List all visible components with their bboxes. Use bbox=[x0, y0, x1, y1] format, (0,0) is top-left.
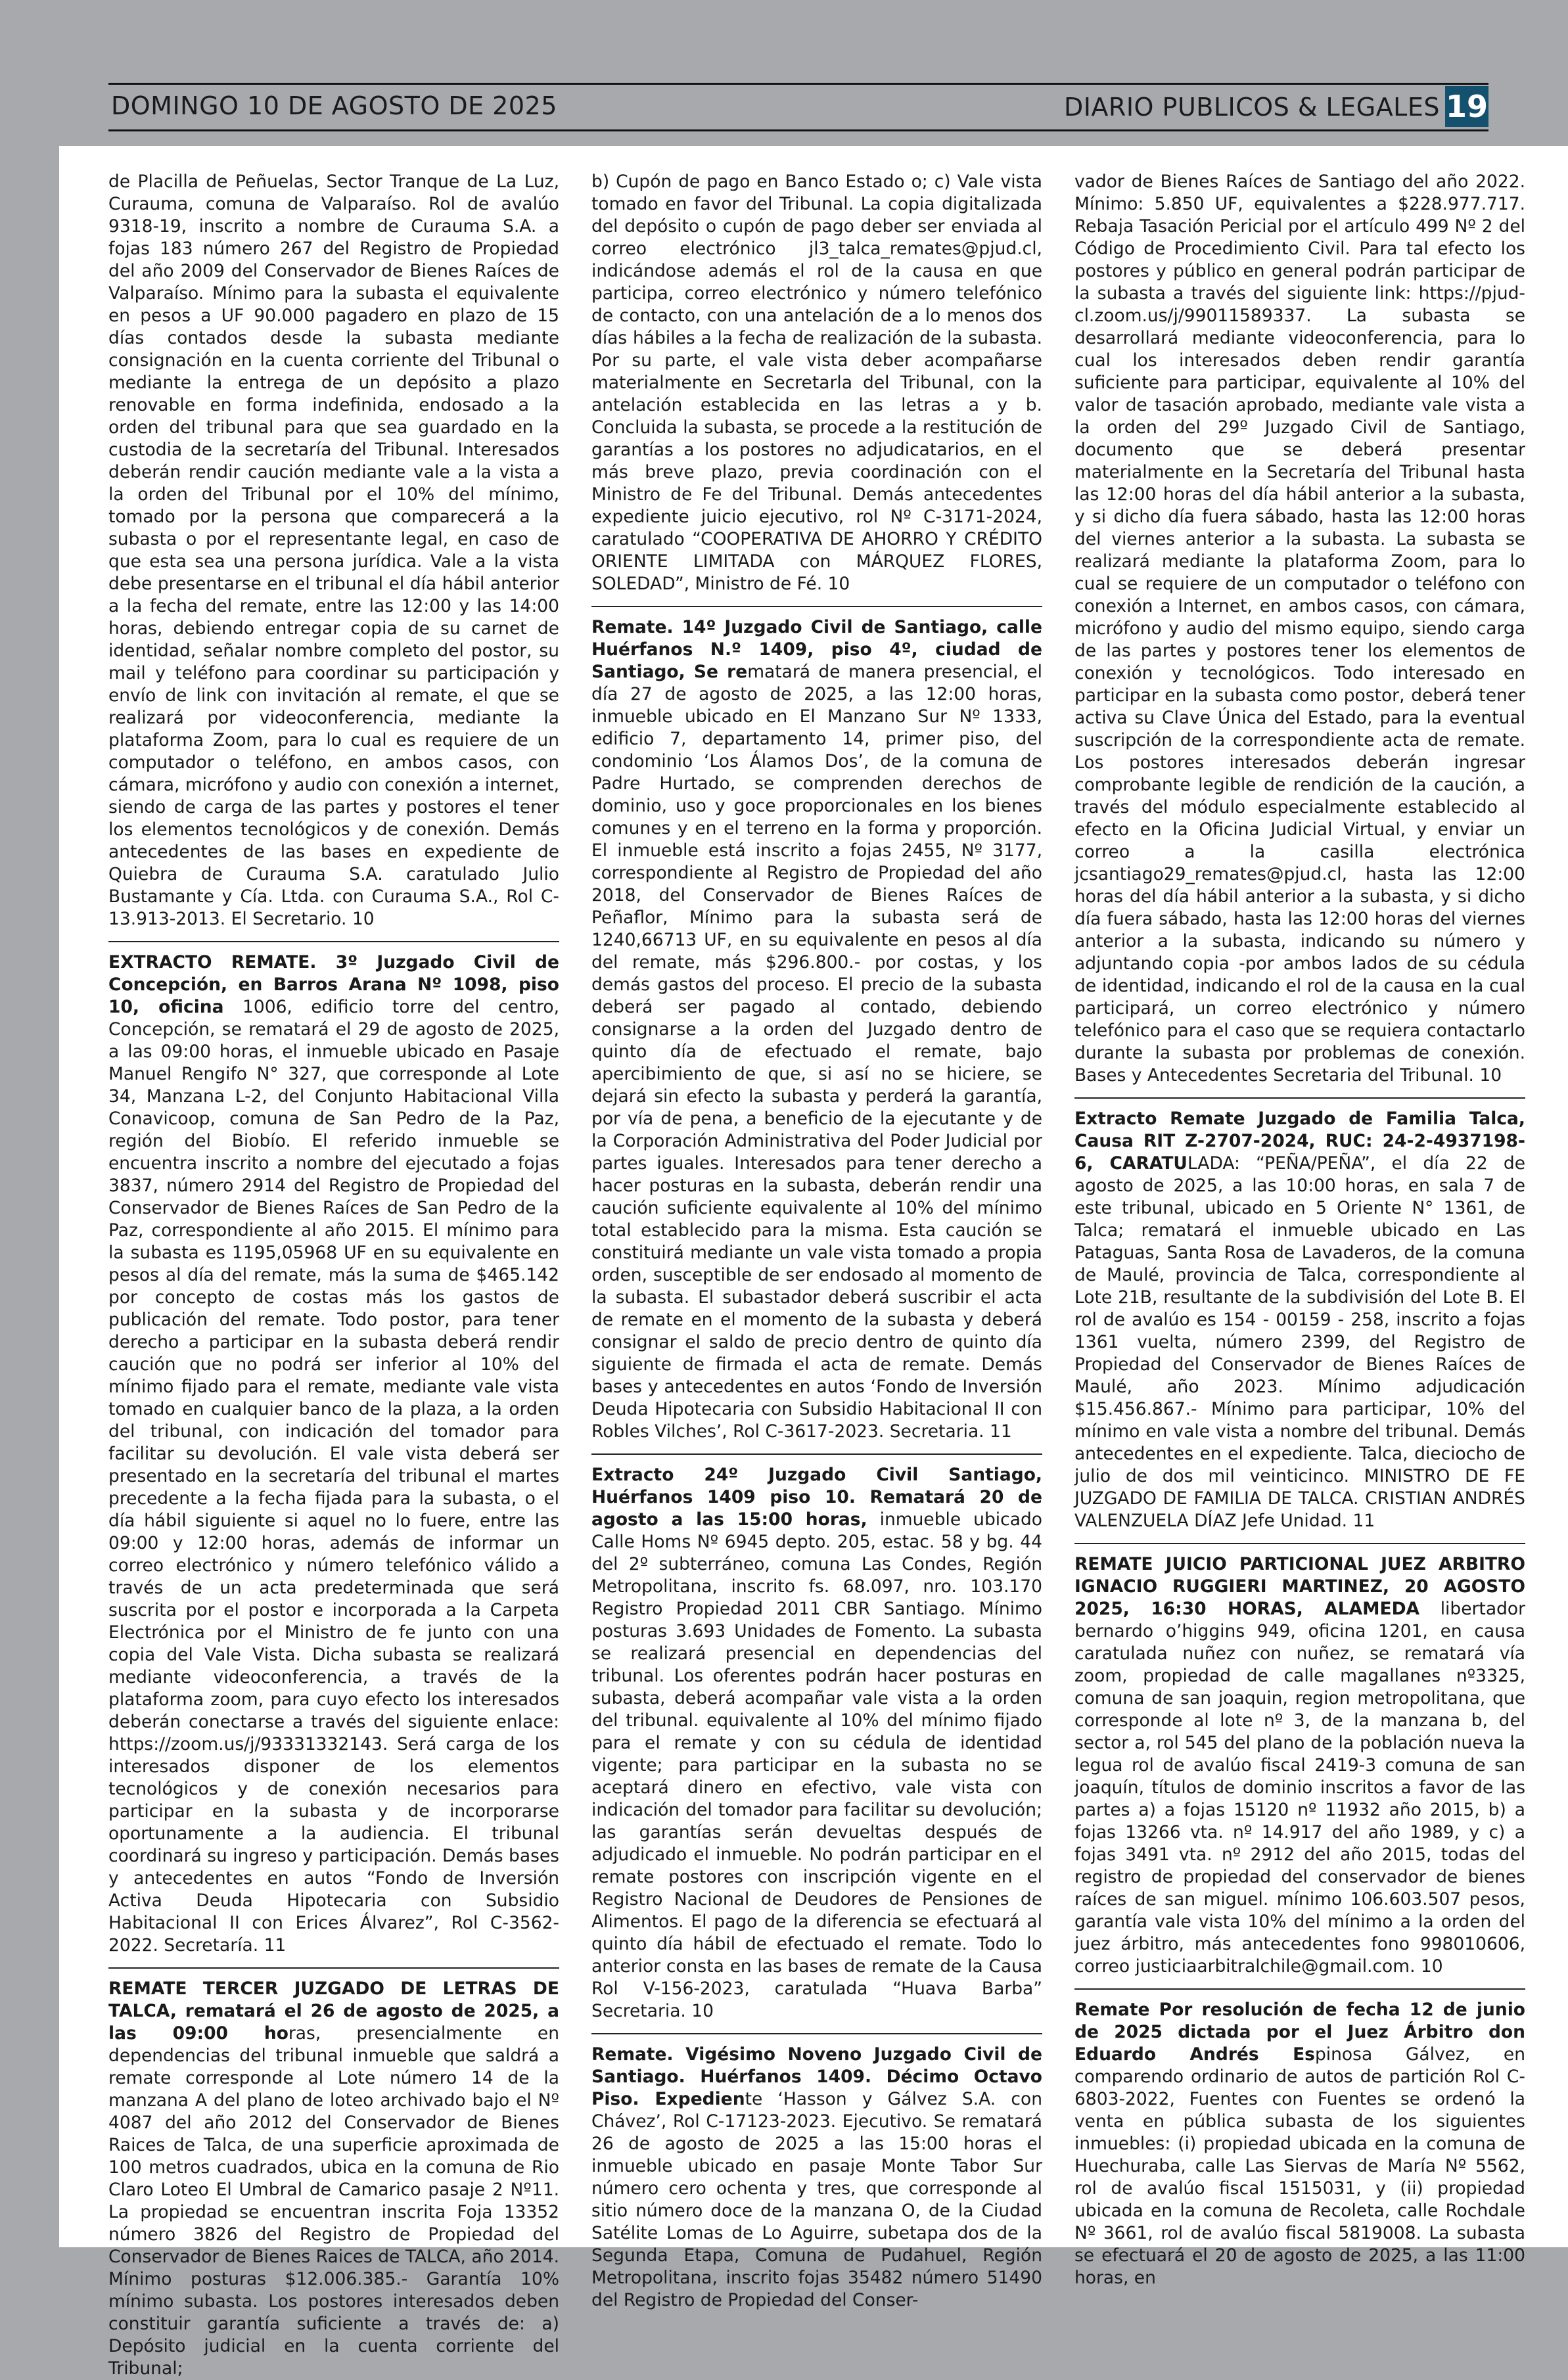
notice-body: de Placilla de Peñuelas, Sector Tranque de La Luz, Curauma, comuna de Valparaíso. Rol de avalúo 9318-19, inscrito a nombre de Curauma S.A. a fojas 183 número 267 del Registro de Propiedad del año 2009 del Conservador de Bienes Raíces de Valparaíso. Mínimo para la subasta el equivalente en pesos a UF 90.000 pagadero en plazo de 15 días contados desde la subasta mediante consignación en la cuenta corriente del Tribunal o mediante la entrega de un depósito a plazo renovable en forma indefinida, endosado a la orden del tribunal para que sea guardado en la custodia de la secretaría del Tribunal. Interesados deberán rendir caución mediante vale a la vista a la orden del Tribunal por el 10% del mínimo, tomado por la persona que comparecerá a la subasta o por el representante legal, en caso de que esta sea una persona jurídica. Vale a la vista debe presentarse en el tribunal el día hábil anterior a la fecha del remate, entre las 12:00 y las 14:00 horas, debiendo entregar copia de su carnet de identidad, señalar nombre completo del postor, su mail y teléfono para coordinar su participación y envío de link con invitación al remate, el que se realizará por videoconferencia, mediante la plataforma Zoom, para lo cual es requiere de un computador o teléfono, en ambos casos, con cámara, micrófono y audio con conexión a internet, siendo de carga de las partes y postores el tener los elementos tecnológicos y de conexión. Demás antecedentes de las bases en expediente de Quiebra de Curauma S.A. caratulado Julio Bustamante y Cía. Ltda. con Curauma S.A., Rol C-13.913-2013. El Secretario. 10 bbox=[108, 172, 559, 929]
legal-notice bbox=[591, 606, 1042, 1443]
page-body bbox=[59, 146, 1568, 2379]
legal-notice bbox=[108, 171, 559, 930]
legal-notice bbox=[1074, 171, 1525, 1087]
legal-notice bbox=[1074, 1543, 1525, 1978]
notice-lead: Extracto 24º Juzgado Civil Santiago, Huérfanos 1409 piso 10. Rematará 20 de agosto a las 15:00 horas, bbox=[591, 1465, 1042, 1530]
notice-lead: REMATE TERCER JUZGADO DE LETRAS DE TALCA, rematará el 26 de agosto de 2025, a las 09:00 ho bbox=[108, 1979, 559, 2044]
notice-lead: Remate Por resolución de fecha 12 de junio de 2025 dictada por el Juez Árbitro don Eduardo Andrés Es bbox=[1074, 2000, 1525, 2065]
notice-body: b) Cupón de pago en Banco Estado o; c) Vale vista tomado en favor del Tribunal. La copia digitalizada del depósito o cupón de pago deber ser enviada al correo electrónico jl3_talca_remates@pjud.cl, indicándose además el rol de la causa en que participa, correo electrónico y número telefónico de contacto, con una antelación de a lo menos dos días hábiles a la fecha de realización de la subasta. Por su parte, el vale vista deber acompañarse materialmente en Secretarla del Tribunal, con la antelación establecida en las letras a y b. Concluida la subasta, se procede a la restitución de garantías a los postores no adjudicatarios, en el más breve plazo, previa coordinación con el Ministro de Fe del Tribunal. Demás antecedentes expediente juicio ejecutivo, rol Nº C-3171-2024, caratulado “COOPERATIVA DE AHORRO Y CRÉDITO ORIENTE LIMITADA con MÁRQUEZ FLORES, SOLEDAD”, Ministro de Fé. 10 bbox=[591, 172, 1042, 594]
legal-notice bbox=[1074, 1097, 1525, 1532]
notice-body: inmueble ubicado Calle Homs Nº 6945 depto. 205, estac. 58 y bg. 44 del 2º subterráneo, comuna Las Condes, Región Metropolitana, inscrito fs. 68.097, nro. 103.170 Registro Propiedad 2011 CBR Santiago. Mínimo posturas 3.693 Unidades de Fomento. La subasta se realizará presencial en dependencias del tribunal. Los oferentes podrán hacer posturas en subasta, deberá acompañar vale vista a la orden del tribunal. equivalente al 10% del mínimo fijado para el remate y con su cédula de identidad vigente; para participar en la subasta no se aceptará dinero en efectivo, vale vista con indicación del tomador para facilitar su devolución; las garantías serán devueltas después de adjudicado el inmueble. No podrán participar en el remate postores con inscripción vigente en el Registro Nacional de Deudores de Pensiones de Alimentos. El pago de la diferencia se efectuará al quinto día hábil de efectuado el remate. Todo lo anterior consta en las bases de remate de la Causa Rol V-156-2023, caratulada “Huava Barba” Secretaria. 10 bbox=[591, 1509, 1042, 2021]
column-3 bbox=[1074, 171, 1525, 2289]
notice-body: vador de Bienes Raíces de Santiago del año 2022. Mínimo: 5.850 UF, equivalentes a $228.977.717. Rebaja Tasación Pericial por el artículo 499 Nº 2 del Código de Procedimiento Civil. Para tal efecto los postores y público en general podrán participar de la subasta a través del siguiente link: https://pjud-cl.zoom.us/j/99011589337. La subasta se desarrollará mediante videoconferencia, para lo cual los interesados deben rendir garantía suficiente para participar, equivalente al 10% del valor de tasación aprobado, mediante vale vista a la orden del 29º Juzgado Civil de Santiago, documento que se deberá presentar materialmente en la Secretaría del Tribunal hasta las 12:00 horas del día hábil anterior a la subasta, y si dicho día fuera sábado, hasta las 12:00 horas del viernes anterior a la subasta. La subasta se realizará mediante la plataforma Zoom, para lo cual se requiere de un computador o teléfono con conexión a Internet, en ambos casos, con cámara, micrófono y audio del mismo equipo, siendo carga de las partes y postores tener los elementos de conexión y tecnológicos. Todo interesado en participar en la subasta como postor, deberá tener activa su Clave Única del Estado, para la eventual suscripción de la correspondiente acta de remate. Los postores interesados deberán ingresar comprobante legible de rendición de la caución, a través del módulo especialmente establecido al efecto en la Oficina Judicial Virtual, y enviar un correo a la casilla electrónica jcsantiago29_remates@pjud.cl, hasta las 12:00 horas del día hábil anterior a la subasta, y si dicho día fuera sábado, hasta las 12:00 horas del viernes anterior a la subasta, indicando su número y adjuntando copia -por ambos lados de su cédula de identidad, indicando el rol de la causa en la cual participará, un correo electrónico y número telefónico para el caso que se requiera contactarlo durante la subasta por problemas de conexión. Bases y Antecedentes Secretaria del Tribunal. 10 bbox=[1074, 172, 1525, 1086]
legal-notice bbox=[108, 941, 559, 1957]
notice-lead: EXTRACTO REMATE. 3º Juzgado Civil de Concepción, en Barros Arana Nº 1098, piso 10, oficina bbox=[108, 952, 559, 1017]
notice-body: pinosa Gálvez, en comparendo ordinario de autos de partición Rol C-6803-2022, Fuentes con Fuentes se ordenó la venta en pública subasta de los siguientes inmuebles: (i) propiedad ubicada en la comuna de Huechuraba, calle Las Siervas de María Nº 5562, rol de avalúo fiscal 1515031, y (ii) propiedad ubicada en la comuna de Recoleta, calle Rochdale Nº 3661, rol de avalúo fiscal 5819008. La subasta se efectuará el 20 de agosto de 2025, a las 11:00 horas, en bbox=[1074, 2044, 1525, 2288]
notice-body: libertador bernardo o’higgins 949, oficina 1201, en causa caratulada nuñez con nuñez, se rematará vía zoom, propiedad de calle magallanes nº3325, comuna de san joaquin, region metropolitana, que corresponde al lote nº 3, de la manzana b, del sector a, rol 545 del plano de la población nueva la legua rol de avalúo fiscal 2419-3 comuna de san joaquín, títulos de dominio inscritos a favor de las partes a) a fojas 15120 nº 11932 año 2015, b) a fojas 13266 vta. nº 14.917 del año 1989, y c) a fojas 3491 vta. nº 2912 del año 2015, todas del registro de propiedad del conservador de bienes raíces de san miguel. mínimo 106.603.507 pesos, garantía vale vista 10% del mínimo a la orden del juez árbitro, más antecedentes fono 998010606, correo justiciaarbitralchile@gmail.com. 10 bbox=[1074, 1599, 1525, 1977]
notice-body: 1006, edificio torre del centro, Concepción, se rematará el 29 de agosto de 2025, a las 09:00 horas, el inmueble ubicado en Pasaje Manuel Rengifo N° 327, que corresponde al Lote 34, Manzana L-2, del Conjunto Habitacional Villa Conavicoop, comuna de San Pedro de la Paz, región del Biobío. El referido inmueble se encuentra inscrito a nombre del ejecutado a fojas 3837, número 2914 del Registro de Propiedad del Conservador de Bienes Raíces de San Pedro de la Paz, correspondiente al año 2015. El mínimo para la subasta es 1195,05968 UF en su equivalente en pesos al día del remate, más la suma de $465.142 por concepto de costas más los gastos de publicación del remate. Todo postor, para tener derecho a participar en la subasta deberá rendir caución que no podrá ser inferior al 10% del mínimo fijado para el remate, mediante vale vista tomado en cualquier banco de la plaza, a la orden del tribunal, con indicación del tomador para facilitar su devolución. El vale vista deberá ser presentado en la secretaría del tribunal el martes precedente a la fecha fijada para la subasta, o el día hábil siguiente si aquel no lo fuere, entre las 09:00 y 12:00 horas, además de informar un correo electrónico y número telefónico válido a través de un acta predeterminada que será suscrita por el postor e incorporada a la Carpeta Electrónica por el Ministro de fe junto con una copia del Vale Vista. Dicha subasta se realizará mediante videoconferencia, a través de la plataforma zoom, para cuyo efecto los interesados deberán conectarse a través del siguiente enlace: https://zoom.us/j/93331332143. Será carga de los interesados disponer de los elementos tecnológicos y de conexión necesarios para participar en la subasta y de incorporarse oportunamente a la audiencia. El tribunal coordinará su ingreso y participación. Demás bases y antecedentes en autos “Fondo de Inversión Activa Deuda Hipotecaria con Subsidio Habitacional II con Erices Álvarez”, Rol C-3562-2022. Secretaría. 11 bbox=[108, 997, 560, 1956]
column-1 bbox=[108, 171, 559, 2380]
publication-name: DIARIO PUBLICOS & LEGALES bbox=[1063, 93, 1440, 122]
notice-body: LADA: “PEÑA/PEÑA”, el día 22 de agosto de 2025, a las 10:00 horas, en sala 7 de este tribunal, ubicado en 5 Oriente N° 1361, de Talca; rematará el inmueble ubicado en Las Pataguas, Santa Rosa de Lavaderos, de la comuna de Maulé, provincia de Talca, correspondiente al Lote 21B, resultante de la subdivisión del Lote B. El rol de avalúo es 154 - 00159 - 258, inscrito a fojas 1361 vuelta, número 2399, del Registro de Propiedad del Conservador de Bienes Raíces de Maulé, año 2023. Mínimo adjudicación $15.456.867.- Mínimo para participar, 10% del mínimo en vale vista a nombre del tribunal. Demás antecedentes en el expediente. Talca, dieciocho de julio de dos mil veinticinco. MINISTRO DE FE JUZGADO DE FAMILIA DE TALCA. CRISTIAN ANDRÉS VALENZUELA DÍAZ Jefe Unidad. 11 bbox=[1074, 1153, 1526, 1531]
page-header bbox=[108, 83, 1488, 131]
legal-notice bbox=[591, 1453, 1042, 2023]
column-2 bbox=[591, 171, 1042, 2312]
legal-notice bbox=[108, 1967, 559, 2380]
notice-body: ras, presencialmente en dependencias del tribunal inmueble que saldrá a remate corresponde al Lote número 14 de la manzana A del plano de loteo archivado bajo el Nº 4087 del año 2012 del Conservador de Bienes Raices de Talca, de una superficie aproximada de 100 metros cuadrados, ubica en la comuna de Rio Claro Loteo El Umbral de Camarico pasaje 2 Nº11. La propiedad se encuentran inscrita Foja 13352 número 3826 del Registro de Propiedad del Conservador de Bienes Raices de TALCA, año 2014. Mínimo posturas $12.006.385.- Garantía 10% mínimo subasta. Los postores interesados deben constituir garantía suficiente a través de: a) Depósito judicial en la cuenta corriente del Tribunal; bbox=[108, 2023, 559, 2379]
notice-body: te ‘Hasson y Gálvez S.A. con Chávez’, Rol C-17123-2023. Ejecutivo. Se rematará 26 de agosto de 2025 a las 15:00 horas el inmueble ubicado en pasaje Monte Tabor Sur número cero ochenta y tres, que corresponde al sitio número doce de la manzana O, de la Ciudad Satélite Lomas de Lo Aguirre, subetapa dos de la Segunda Etapa, Comuna de Pudahuel, Región Metropolitana, inscrito fojas 35482 número 51490 del Registro de Propiedad del Conser- bbox=[591, 2089, 1042, 2310]
notice-body: matará de manera presencial, el día 27 de agosto de 2025, a las 12:00 horas, inmueble ubicado en El Manzano Sur Nº 1333, edificio 7, departamento 14, primer piso, del condominio ‘Los Álamos Dos’, de la comuna de Padre Hurtado, se comprenden derechos de dominio, uso y goce proporcionales en los bienes comunes y en el terreno en la forma y proporción. El inmueble está inscrito a fojas 2455, Nº 3177, correspondiente al Registro de Propiedad del año 2018, del Conservador de Bienes Raíces de Peñaflor, Mínimo para la subasta será de 1240,66713 UF, en su equivalente en pesos al día del remate, más $296.800.- por costas, y los demás gastos del proceso. El precio de la subasta deberá ser pagado al contado, debiendo consignarse a la orden del Juzgado dentro de quinto día de efectuado el remate, bajo apercibimiento de que, si así no se hiciere, se dejará sin efecto la subasta y perderá la garantía, por vía de pena, a beneficio de la ejecutante y de la Corporación Administrativa del Poder Judicial por partes iguales. Interesados para tener derecho a hacer posturas en la subasta, deberán rendir una caución suficiente equivalente al 10% del mínimo total establecido para la misma. Esta caución se constituirá mediante un vale vista tomado a propia orden, susceptible de ser endosado al momento de la subasta. El subastador deberá suscribir el acta de remate en el momento de la subasta y deberá consignar el saldo de precio dentro de quinto día siguiente de firmada el acta de remate. Demás bases y antecedentes en autos ‘Fondo de Inversión Deuda Hipotecaria con Subsidio Habitacional II con Robles Vilches’, Rol C-3617-2023. Secretaria. 11 bbox=[591, 662, 1043, 1442]
legal-notice bbox=[591, 171, 1042, 595]
legal-notice bbox=[1074, 1988, 1525, 2289]
legal-notice bbox=[591, 2033, 1042, 2312]
issue-date: DOMINGO 10 DE AGOSTO DE 2025 bbox=[111, 91, 557, 120]
page-number-badge: 19 bbox=[1445, 86, 1488, 127]
notice-lead: REMATE JUICIO PARTICIONAL JUEZ ARBITRO IGNACIO RUGGIERI MARTINEZ, 20 AGOSTO 2025, 16:30 HORAS, ALAMEDA bbox=[1074, 1554, 1525, 1619]
notice-lead: Remate. 14º Juzgado Civil de Santiago, calle Huérfanos N.º 1409, piso 4º, ciudad de Santiago, Se re bbox=[591, 617, 1042, 682]
notice-lead: Extracto Remate Juzgado de Familia Talca, Causa RIT Z-2707-2024, RUC: 24-2-4937198-6, CARATU bbox=[1074, 1109, 1525, 1174]
notice-lead: Remate. Vigésimo Noveno Juzgado Civil de Santiago. Huérfanos 1409. Décimo Octavo Piso. Expedien bbox=[591, 2044, 1042, 2109]
